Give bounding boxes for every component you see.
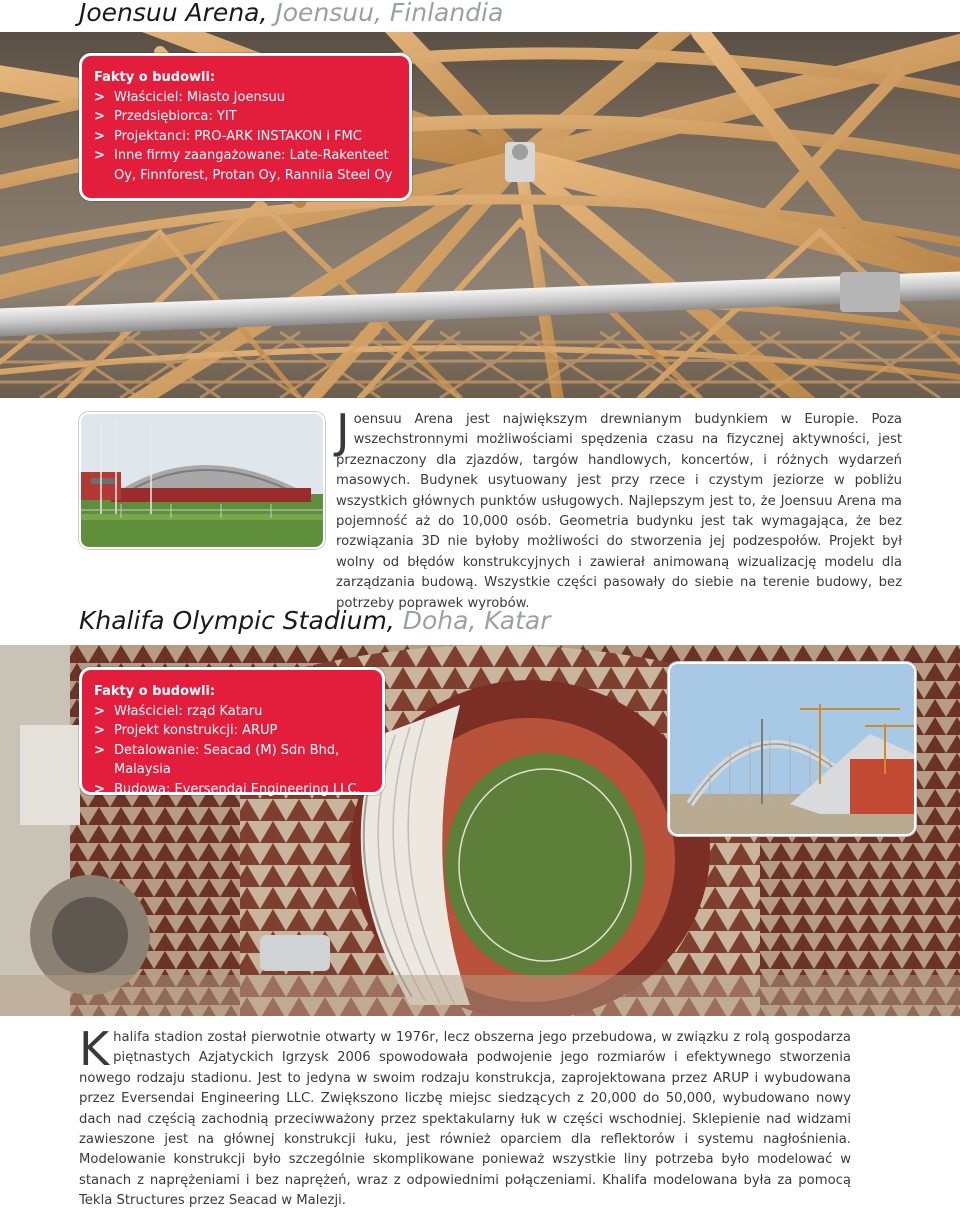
chevron-right-icon: > [94, 703, 105, 719]
arch-illustration [670, 664, 914, 834]
section2-location: Doha, Katar [402, 606, 551, 635]
arena-exterior-photo [79, 412, 325, 549]
chevron-right-icon: > [94, 781, 105, 797]
chevron-right-icon: > [94, 723, 105, 738]
section2-heading [79, 606, 551, 635]
facts-item: > Projekt konstrukcji: ARUP [94, 721, 370, 741]
section1-heading [79, 0, 503, 27]
section1-title: Joensuu Arena, [79, 0, 268, 27]
chevron-right-icon: > [94, 742, 105, 758]
joensuu-body-text: oensuu Arena jest największym drewnianym budynkiem w Europie. Poza wszechstronnymi możliwościami spędzenia czasu na fizycznej aktywności, jest przeznaczony dla zjazdów, targów handlowych, koncertów, i różnych wydarzeń masowych. Budynek usytuowany jest przy rzece i czystym jeziorze w pobliżu wszystkich głównych punktów usługowych. Najlepszym jest to, że Joensuu Arena ma pojemność aż do 10,000 osób. Geometria budynku jest tak wymagająca, że bez rozwiązania 3D nie byłoby możliwości do stworzenia jej podzespołów. Projekt był wolny od błędów konstrukcyjnych i zawierał animowaną wizualizację modelu dla zarządzania budową. Wszystkie części pasowały do siebie na terenie budowy, bez potrzeby poprawek wyrobów. [336, 412, 902, 611]
joensuu-description [336, 404, 902, 614]
facts-item: > Detalowanie: Seacad (M) Sdn Bhd, Malaysia [94, 742, 340, 777]
section2-title: Khalifa Olympic Stadium, [79, 606, 395, 635]
chevron-right-icon: > [94, 148, 105, 163]
facts-item: > Projektanci: PRO-ARK INSTAKON i FMC [94, 127, 397, 147]
facts-box-khalifa [79, 667, 385, 795]
chevron-right-icon: > [94, 89, 105, 105]
chevron-right-icon: > [94, 109, 105, 124]
khalifa-body-text: halifa stadion został pierwotnie otwarty w 1976r, lecz obszerna jego przebudowa, w związku z rolą gospodarza piętnastych Azjatyckich Igrzysk 2006 spowodowała podwojenie jego rozmiarów i efektywnego stworzenia nowego rodzaju stadionu. Jest to jedyna w swoim rodzaju konstrukcja, zaprojektowana przez ARUP i wybudowana przez Eversendai Engineering LLC. Zwiększono liczbę miejsc siedzących z 20,000 do 50,000, wybudowano nowy dach nad częścią zachodnią przeciwważony przez spektakularny łuk w części wschodniej. Sklepienie nad widzami zawieszone jest na głównej konstrukcji łuku, jest również oparciem dla reflektorów i systemu nagłośnienia. Modelowanie konstrukcji było szczególnie skomplikowane ponieważ wszystkie liny potrzeba było modelować w stanach z naprężeniami i bez naprężeń, wraz z odpowiednimi połączeniami. Khalifa modelowana była za pomocą Tekla Structures przez Seacad w Malezji. [79, 1030, 851, 1209]
facts-item: > Właściciel: Miasto Joensuu [94, 88, 397, 108]
khalifa-description [79, 1022, 851, 1212]
facts-title: Fakty o budowli: [94, 70, 216, 85]
facts-title: Fakty o budowli: [94, 684, 216, 699]
arena-illustration [81, 414, 323, 547]
section1-location: Joensuu, Finlandia [275, 0, 504, 27]
drop-cap: J [336, 404, 350, 458]
stadium-arch-photo [668, 662, 916, 836]
chevron-right-icon: > [94, 128, 105, 144]
facts-item: > Przedsiębiorca: YIT [94, 107, 397, 127]
facts-item: > Właściciel: rząd Kataru [94, 702, 370, 722]
drop-cap: K [79, 1022, 110, 1076]
facts-item: > Inne firmy zaangażowane: Late-Rakenteet Oy, Finnforest, Protan Oy, Rannila Steel Oy [94, 148, 393, 183]
facts-item: > Budowa: Eversendai Engineering LLC. [94, 780, 370, 800]
facts-box-joensuu [79, 53, 412, 201]
